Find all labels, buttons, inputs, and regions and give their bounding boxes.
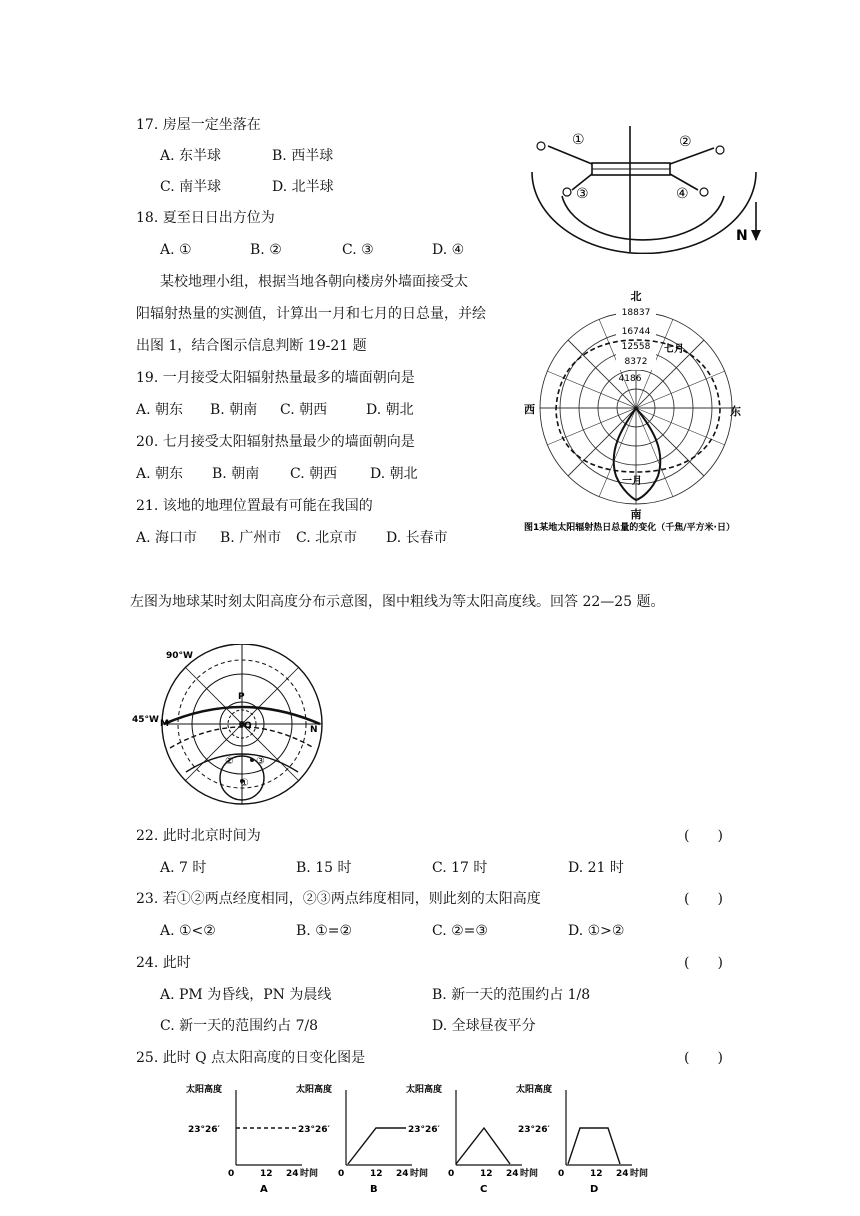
x-tick-label: 0: [338, 1169, 345, 1179]
q21-stem: 21. 该地的地理位置最有可能在我国的: [136, 498, 373, 514]
x-axis-label: 时间: [520, 1169, 539, 1179]
q19-stem: 19. 一月接受太阳辐射热量最多的墙面朝向是: [136, 370, 415, 386]
chart-name-label: A: [260, 1184, 268, 1195]
q24-answer-paren: ( ): [684, 955, 723, 971]
x-tick-label: 24: [506, 1169, 519, 1179]
ring-label: 16744: [621, 327, 651, 337]
figure-caption: 图1某地太阳辐射热日总量的变化（千焦/平方米·日）: [524, 523, 735, 533]
x-axis-label: 时间: [630, 1169, 649, 1179]
ring-label: 18837: [621, 308, 651, 318]
altitude-line: [348, 1128, 406, 1164]
ray-2: [670, 148, 714, 164]
q23-opt-a: A. ①<②: [160, 923, 216, 939]
q20-opt-a: A. 朝东: [136, 466, 184, 482]
y-axis-label: 太阳高度: [516, 1085, 553, 1095]
q17-opt-a: A. 东半球: [160, 148, 222, 164]
x-tick-label: 24: [616, 1169, 629, 1179]
q19-opt-c: C. 朝西: [280, 402, 328, 418]
point-q-label: Q: [244, 721, 252, 731]
x-axis-label: 时间: [300, 1169, 319, 1179]
q21-opt-c: C. 北京市: [296, 530, 358, 546]
sun-icon: [716, 146, 724, 154]
x-tick-label: 12: [480, 1169, 493, 1179]
q25-stem: 25. 此时 Q 点太阳高度的日变化图是: [136, 1050, 366, 1066]
x-tick-label: 0: [448, 1169, 455, 1179]
altitude-line: [456, 1128, 510, 1164]
point-1-label: ①: [240, 778, 249, 789]
intro1-line1: 某校地理小组，根据当地各朝向楼房外墙面接受太: [160, 274, 468, 290]
north-label: N: [736, 228, 748, 244]
q22-stem: 22. 此时北京时间为: [136, 828, 261, 844]
x-tick-label: 24: [396, 1169, 409, 1179]
x-tick-label: 0: [558, 1169, 565, 1179]
q24-opt-a: A. PM 为昏线，PN 为晨线: [160, 987, 332, 1003]
q24-opt-b: B. 新一天的范围约占 1/8: [432, 987, 591, 1003]
y-tick-label: 23°26′: [298, 1125, 330, 1135]
chart-name-label: C: [480, 1184, 488, 1195]
north-arrow-head: [751, 230, 761, 241]
y-axis-label: 太阳高度: [406, 1085, 443, 1095]
ring-label: 8372: [624, 357, 648, 367]
dir-west: 西: [524, 403, 535, 416]
point-n-label: N: [310, 725, 318, 735]
x-tick-label: 12: [590, 1169, 603, 1179]
y-axis-label: 太阳高度: [186, 1085, 223, 1095]
label-3: ③: [576, 186, 589, 202]
point-p-label: P: [238, 692, 245, 702]
y-tick-label: 23°26′: [188, 1125, 220, 1135]
q17-opt-b: B. 西半球: [272, 148, 334, 164]
q23-opt-c: C. ②=③: [432, 923, 488, 939]
lon-90w-label: 90°W: [166, 651, 193, 661]
q24-opt-c: C. 新一天的范围约占 7/8: [160, 1018, 319, 1034]
sun-icon: [563, 188, 571, 196]
outer-arc: [532, 172, 756, 253]
dir-north: 北: [630, 290, 642, 303]
point-m-label: M: [160, 719, 169, 729]
q23-stem: 23. 若①②两点经度相同，②③两点纬度相同，则此刻的太阳高度: [136, 891, 541, 907]
q23-opt-b: B. ①=②: [296, 923, 353, 939]
house-sun-diagram: [526, 124, 770, 254]
altitude-line: [568, 1128, 620, 1164]
q19-opt-b: B. 朝南: [210, 402, 258, 418]
q24-opt-d: D. 全球昼夜平分: [432, 1018, 536, 1034]
label-4: ④: [676, 186, 689, 202]
q23-answer-paren: ( ): [684, 891, 723, 907]
q18-opt-c: C. ③: [342, 242, 374, 258]
q23-opt-d: D. ①>②: [568, 923, 625, 939]
july-label: 七月: [664, 344, 684, 355]
polar-radiation-figure: [518, 278, 768, 560]
x-tick-label: 12: [260, 1169, 273, 1179]
y-tick-label: 23°26′: [408, 1125, 440, 1135]
q18-opt-d: D. ④: [432, 242, 465, 258]
q18-stem: 18. 夏至日日出方位为: [136, 210, 275, 226]
q17-opt-c: C. 南半球: [160, 179, 222, 195]
ring-label: 4186: [618, 374, 642, 384]
label-2: ②: [679, 134, 692, 150]
intro1-line3: 出图 1，结合图示信息判断 19-21 题: [136, 338, 367, 354]
q21-opt-d: D. 长春市: [386, 530, 448, 546]
q24-stem: 24. 此时: [136, 955, 191, 971]
q17-stem: 17. 房屋一定坐落在: [136, 117, 261, 133]
lon-45w-label: 45°W: [132, 715, 159, 725]
sun-icon: [537, 142, 545, 150]
y-tick-label: 23°26′: [518, 1125, 550, 1135]
sun-icon: [700, 188, 708, 196]
q25-answer-paren: ( ): [684, 1050, 723, 1066]
q20-opt-b: B. 朝南: [212, 466, 260, 482]
q22-opt-d: D. 21 时: [568, 860, 624, 876]
q22-opt-a: A. 7 时: [160, 860, 207, 876]
q22-opt-b: B. 15 时: [296, 860, 352, 876]
q22-answer-paren: ( ): [684, 828, 723, 844]
label-1: ①: [572, 132, 585, 148]
q22-opt-c: C. 17 时: [432, 860, 488, 876]
ray-1: [548, 146, 592, 164]
intro2: 左图为地球某时刻太阳高度分布示意图，图中粗线为等太阳高度线。回答 22—25 题。: [130, 594, 665, 610]
q18-opt-a: A. ①: [160, 242, 192, 258]
inner-arc: [562, 196, 724, 240]
q21-opt-b: B. 广州市: [220, 530, 282, 546]
q20-stem: 20. 七月接受太阳辐射热量最少的墙面朝向是: [136, 434, 415, 450]
x-tick-label: 0: [228, 1169, 235, 1179]
x-tick-label: 24: [286, 1169, 299, 1179]
q19-opt-a: A. 朝东: [136, 402, 184, 418]
altitude-chart-a: [186, 1083, 318, 1195]
q19-opt-d: D. 朝北: [366, 402, 414, 418]
x-axis-label: 时间: [410, 1169, 429, 1179]
q17-opt-d: D. 北半球: [272, 179, 334, 195]
y-axis-label: 太阳高度: [296, 1085, 333, 1095]
globe-sun-altitude-diagram: [130, 644, 330, 810]
chart-name-label: D: [590, 1184, 599, 1195]
point-2-label: ②: [225, 756, 234, 767]
intro1-line2: 阳辐射热量的实测值，计算出一月和七月的日总量，并绘: [136, 306, 486, 322]
q20-opt-d: D. 朝北: [370, 466, 418, 482]
daily-altitude-charts-svg: [186, 1080, 656, 1200]
january-label: 一月: [622, 476, 642, 487]
ring-label: 12558: [621, 342, 651, 352]
dir-south: 南: [630, 508, 642, 521]
chart-name-label: B: [370, 1184, 378, 1195]
point-3-label: ③: [256, 756, 265, 767]
q20-opt-c: C. 朝西: [290, 466, 338, 482]
x-tick-label: 12: [370, 1169, 383, 1179]
q21-opt-a: A. 海口市: [136, 530, 198, 546]
daily-altitude-charts: [186, 1080, 656, 1200]
q18-opt-b: B. ②: [250, 242, 282, 258]
dir-east: 东: [730, 405, 741, 418]
